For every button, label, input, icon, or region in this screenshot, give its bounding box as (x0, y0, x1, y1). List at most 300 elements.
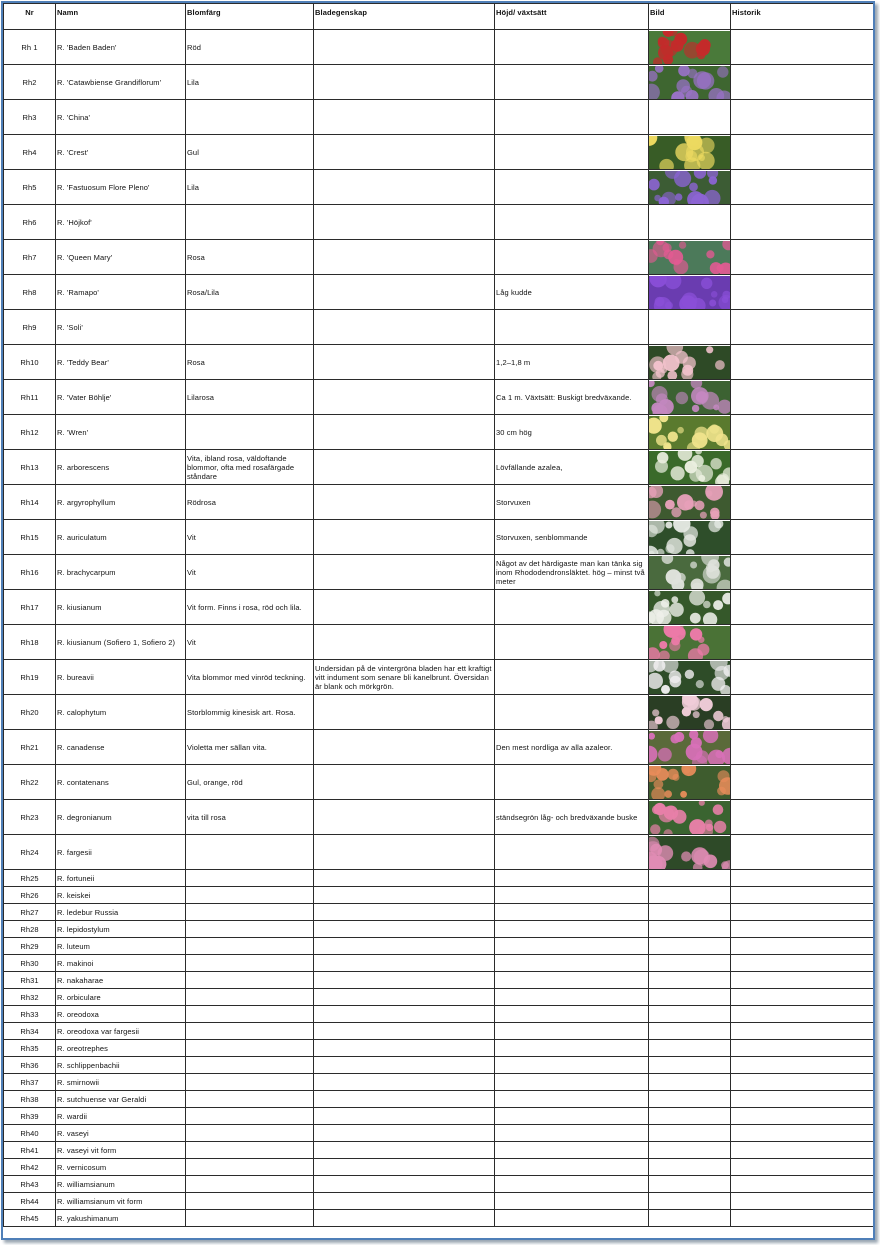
cell-nr: Rh9 (4, 310, 56, 345)
cell-hojd (495, 65, 649, 100)
cell-bild (649, 870, 731, 887)
cell-hojd (495, 972, 649, 989)
table-row (4, 887, 876, 904)
table-row (4, 345, 876, 380)
table-row (4, 1040, 876, 1057)
cell-hojd: Storvuxen, senblommande (495, 520, 649, 555)
cell-bladegenskap (314, 1006, 495, 1023)
cell-hojd (495, 205, 649, 240)
cell-bladegenskap (314, 1142, 495, 1159)
cell-namn: R. contatenans (56, 765, 186, 800)
cell-blomfarg: Violetta mer sällan vita. (186, 730, 314, 765)
cell-bladegenskap (314, 205, 495, 240)
cell-nr: Rh18 (4, 625, 56, 660)
table-row (4, 310, 876, 345)
cell-nr: Rh4 (4, 135, 56, 170)
cell-nr: Rh44 (4, 1193, 56, 1210)
cell-bladegenskap (314, 275, 495, 310)
cell-nr: Rh28 (4, 921, 56, 938)
cell-bild (649, 921, 731, 938)
cell-historik (731, 170, 876, 205)
table-row (4, 485, 876, 520)
cell-bild (649, 345, 731, 380)
cell-nr: Rh43 (4, 1176, 56, 1193)
cell-bladegenskap (314, 1159, 495, 1176)
cell-historik (731, 870, 876, 887)
table-row (4, 1193, 876, 1210)
table-row (4, 240, 876, 275)
cell-blomfarg (186, 1142, 314, 1159)
cell-historik (731, 1057, 876, 1074)
cell-namn: R. kiusianum (56, 590, 186, 625)
cell-namn: R. oreodoxa var fargesii (56, 1023, 186, 1040)
flower-photo (649, 276, 731, 309)
table-row (4, 1125, 876, 1142)
flower-photo (649, 696, 731, 729)
cell-namn: R. orbiculare (56, 989, 186, 1006)
cell-blomfarg (186, 887, 314, 904)
cell-hojd (495, 30, 649, 65)
cell-nr: Rh36 (4, 1057, 56, 1074)
cell-namn: R. 'Baden Baden' (56, 30, 186, 65)
cell-hojd: 30 cm hög (495, 415, 649, 450)
cell-hojd (495, 765, 649, 800)
flower-photo (649, 136, 731, 169)
cell-namn: R. argyrophyllum (56, 485, 186, 520)
table-row (4, 730, 876, 765)
cell-blomfarg: Vit (186, 555, 314, 590)
cell-historik (731, 1176, 876, 1193)
cell-historik (731, 1142, 876, 1159)
cell-historik (731, 800, 876, 835)
cell-bladegenskap (314, 1210, 495, 1227)
cell-namn: R. fortuneii (56, 870, 186, 887)
table-row (4, 938, 876, 955)
cell-namn: R. smirnowii (56, 1074, 186, 1091)
cell-nr: Rh16 (4, 555, 56, 590)
cell-historik (731, 205, 876, 240)
table-row (4, 1176, 876, 1193)
cell-namn: R. vaseyi vit form (56, 1142, 186, 1159)
cell-namn: R. vaseyi (56, 1125, 186, 1142)
cell-namn: R. nakaharae (56, 972, 186, 989)
cell-historik (731, 835, 876, 870)
cell-bladegenskap (314, 695, 495, 730)
cell-blomfarg (186, 1023, 314, 1040)
cell-hojd (495, 240, 649, 275)
cell-namn: R. 'Wren' (56, 415, 186, 450)
table-row (4, 555, 876, 590)
cell-historik (731, 1023, 876, 1040)
cell-hojd (495, 955, 649, 972)
cell-bladegenskap (314, 1125, 495, 1142)
cell-blomfarg (186, 938, 314, 955)
cell-namn: R. keiskei (56, 887, 186, 904)
cell-historik (731, 65, 876, 100)
cell-hojd: Den mest nordliga av alla azaleor. (495, 730, 649, 765)
cell-bladegenskap (314, 870, 495, 887)
cell-bild (649, 590, 731, 625)
cell-nr: Rh30 (4, 955, 56, 972)
cell-blomfarg (186, 955, 314, 972)
cell-nr: Rh33 (4, 1006, 56, 1023)
cell-hojd (495, 660, 649, 695)
cell-bild (649, 955, 731, 972)
cell-bladegenskap (314, 1057, 495, 1074)
cell-namn: R. 'Catawbiense Grandiflorum' (56, 65, 186, 100)
cell-nr: Rh32 (4, 989, 56, 1006)
cell-namn: R. 'Ramapo' (56, 275, 186, 310)
cell-historik (731, 135, 876, 170)
cell-bladegenskap (314, 904, 495, 921)
flower-photo (649, 171, 731, 204)
cell-historik (731, 904, 876, 921)
cell-blomfarg: Storblommig kinesisk art. Rosa. (186, 695, 314, 730)
cell-bladegenskap (314, 887, 495, 904)
cell-hojd (495, 921, 649, 938)
cell-nr: Rh8 (4, 275, 56, 310)
flower-photo (649, 416, 731, 449)
cell-historik (731, 695, 876, 730)
table-row (4, 870, 876, 887)
cell-hojd (495, 1142, 649, 1159)
cell-historik (731, 485, 876, 520)
cell-namn: R. lepidostylum (56, 921, 186, 938)
cell-blomfarg: vita till rosa (186, 800, 314, 835)
cell-hojd: Ca 1 m. Växtsätt: Buskigt bredväxande. (495, 380, 649, 415)
cell-bladegenskap (314, 100, 495, 135)
cell-nr: Rh 1 (4, 30, 56, 65)
cell-namn: R. 'Vater Böhlje' (56, 380, 186, 415)
cell-historik (731, 240, 876, 275)
cell-bladegenskap (314, 800, 495, 835)
table-row (4, 205, 876, 240)
cell-bild (649, 1091, 731, 1108)
cell-nr: Rh24 (4, 835, 56, 870)
cell-historik (731, 345, 876, 380)
flower-photo (649, 346, 731, 379)
table-row (4, 1108, 876, 1125)
cell-bild (649, 1057, 731, 1074)
cell-historik (731, 921, 876, 938)
cell-nr: Rh42 (4, 1159, 56, 1176)
cell-namn: R. kiusianum (Sofiero 1, Sofiero 2) (56, 625, 186, 660)
cell-historik (731, 30, 876, 65)
cell-bild (649, 660, 731, 695)
cell-bladegenskap (314, 835, 495, 870)
cell-namn: R. oreotrephes (56, 1040, 186, 1057)
cell-bild (649, 205, 731, 240)
table-row (4, 65, 876, 100)
table-row (4, 30, 876, 65)
cell-nr: Rh7 (4, 240, 56, 275)
cell-historik (731, 1108, 876, 1125)
cell-bild (649, 240, 731, 275)
cell-hojd (495, 1023, 649, 1040)
cell-historik (731, 989, 876, 1006)
table-row (4, 1057, 876, 1074)
flower-photo (649, 731, 731, 764)
cell-nr: Rh14 (4, 485, 56, 520)
cell-bladegenskap (314, 1091, 495, 1108)
cell-bladegenskap (314, 555, 495, 590)
cell-bild (649, 730, 731, 765)
cell-hojd (495, 695, 649, 730)
cell-blomfarg: Vita blommor med vinröd teckning. (186, 660, 314, 695)
col-header-historik: Historik (731, 4, 876, 30)
cell-nr: Rh37 (4, 1074, 56, 1091)
cell-hojd (495, 170, 649, 205)
cell-namn: R. sutchuense var Geraldi (56, 1091, 186, 1108)
table-row (4, 835, 876, 870)
cell-bladegenskap (314, 921, 495, 938)
col-header-blomfarg: Blomfärg (186, 4, 314, 30)
cell-bladegenskap (314, 415, 495, 450)
col-header-bladegenskap: Bladegenskap (314, 4, 495, 30)
cell-namn: R. yakushimanum (56, 1210, 186, 1227)
cell-bild (649, 1023, 731, 1040)
table-row (4, 1142, 876, 1159)
flower-photo (649, 836, 731, 869)
cell-hojd (495, 870, 649, 887)
cell-historik (731, 450, 876, 485)
cell-hojd: Storvuxen (495, 485, 649, 520)
table-row (4, 275, 876, 310)
header-row (4, 4, 876, 30)
cell-historik (731, 1091, 876, 1108)
cell-nr: Rh45 (4, 1210, 56, 1227)
cell-blomfarg (186, 1108, 314, 1125)
cell-blomfarg (186, 921, 314, 938)
cell-nr: Rh5 (4, 170, 56, 205)
cell-namn: R. williamsianum (56, 1176, 186, 1193)
cell-blomfarg: Vit (186, 625, 314, 660)
rhododendron-table (3, 3, 875, 1227)
cell-nr: Rh17 (4, 590, 56, 625)
table-row (4, 660, 876, 695)
cell-hojd (495, 887, 649, 904)
cell-blomfarg: Rosa/Lila (186, 275, 314, 310)
col-header-hojd: Höjd/ växtsätt (495, 4, 649, 30)
table-row (4, 590, 876, 625)
cell-bild (649, 520, 731, 555)
cell-historik (731, 887, 876, 904)
cell-historik (731, 1159, 876, 1176)
cell-bild (649, 972, 731, 989)
cell-bladegenskap (314, 590, 495, 625)
table-row (4, 921, 876, 938)
cell-hojd (495, 1040, 649, 1057)
table-row (4, 1074, 876, 1091)
table-row (4, 1091, 876, 1108)
cell-hojd (495, 835, 649, 870)
table-row (4, 1006, 876, 1023)
cell-hojd (495, 1159, 649, 1176)
cell-bladegenskap (314, 1176, 495, 1193)
flower-photo (649, 241, 731, 274)
cell-historik (731, 972, 876, 989)
cell-bladegenskap (314, 345, 495, 380)
table-row (4, 380, 876, 415)
cell-historik (731, 1006, 876, 1023)
cell-bladegenskap (314, 938, 495, 955)
table-row (4, 170, 876, 205)
cell-namn: R. brachycarpum (56, 555, 186, 590)
cell-namn: R. wardii (56, 1108, 186, 1125)
cell-bladegenskap (314, 730, 495, 765)
cell-hojd (495, 135, 649, 170)
cell-blomfarg (186, 1091, 314, 1108)
cell-hojd (495, 625, 649, 660)
cell-bild (649, 695, 731, 730)
cell-nr: Rh20 (4, 695, 56, 730)
cell-bladegenskap (314, 170, 495, 205)
cell-bladegenskap (314, 989, 495, 1006)
cell-historik (731, 520, 876, 555)
cell-blomfarg (186, 100, 314, 135)
col-header-bild: Bild (649, 4, 731, 30)
cell-nr: Rh3 (4, 100, 56, 135)
flower-photo (649, 486, 731, 519)
cell-hojd (495, 904, 649, 921)
cell-blomfarg: Lila (186, 65, 314, 100)
cell-bild (649, 485, 731, 520)
cell-namn: R. bureavii (56, 660, 186, 695)
cell-bladegenskap (314, 520, 495, 555)
cell-namn: R. arborescens (56, 450, 186, 485)
cell-namn: R. 'Höjkof' (56, 205, 186, 240)
cell-nr: Rh11 (4, 380, 56, 415)
cell-historik (731, 730, 876, 765)
cell-bladegenskap (314, 1040, 495, 1057)
cell-bild (649, 835, 731, 870)
flower-photo (649, 591, 731, 624)
cell-historik (731, 938, 876, 955)
cell-hojd (495, 590, 649, 625)
cell-nr: Rh10 (4, 345, 56, 380)
table-row (4, 989, 876, 1006)
cell-blomfarg (186, 1040, 314, 1057)
cell-namn: R. oreodoxa (56, 1006, 186, 1023)
cell-bladegenskap (314, 1193, 495, 1210)
cell-hojd (495, 1125, 649, 1142)
cell-nr: Rh2 (4, 65, 56, 100)
cell-namn: R. 'Fastuosum Flore Pleno' (56, 170, 186, 205)
flower-photo (649, 521, 731, 554)
cell-namn: R. 'Soli' (56, 310, 186, 345)
cell-nr: Rh27 (4, 904, 56, 921)
cell-bild (649, 904, 731, 921)
cell-bild (649, 450, 731, 485)
cell-hojd (495, 100, 649, 135)
cell-namn: R. 'Teddy Bear' (56, 345, 186, 380)
cell-blomfarg: Vit (186, 520, 314, 555)
table-row (4, 972, 876, 989)
cell-namn: R. schlippenbachii (56, 1057, 186, 1074)
cell-namn: R. canadense (56, 730, 186, 765)
cell-blomfarg (186, 989, 314, 1006)
cell-bladegenskap (314, 765, 495, 800)
table-row (4, 1210, 876, 1227)
cell-bild (649, 989, 731, 1006)
cell-hojd: Låg kudde (495, 275, 649, 310)
cell-namn: R. 'Queen Mary' (56, 240, 186, 275)
cell-bladegenskap (314, 450, 495, 485)
cell-namn: R. luteum (56, 938, 186, 955)
flower-photo (649, 801, 731, 834)
cell-nr: Rh22 (4, 765, 56, 800)
cell-namn: R. williamsianum vit form (56, 1193, 186, 1210)
cell-historik (731, 660, 876, 695)
cell-bladegenskap (314, 135, 495, 170)
cell-nr: Rh40 (4, 1125, 56, 1142)
cell-bladegenskap (314, 972, 495, 989)
cell-bladegenskap (314, 1023, 495, 1040)
cell-bild (649, 1142, 731, 1159)
cell-bild (649, 555, 731, 590)
cell-bladegenskap (314, 240, 495, 275)
flower-photo (649, 31, 731, 64)
table-row (4, 800, 876, 835)
cell-hojd: Lövfällande azalea, (495, 450, 649, 485)
col-header-nr: Nr (4, 4, 56, 30)
cell-historik (731, 625, 876, 660)
cell-blomfarg: Gul, orange, röd (186, 765, 314, 800)
cell-blomfarg (186, 205, 314, 240)
cell-namn: R. 'China' (56, 100, 186, 135)
cell-nr: Rh23 (4, 800, 56, 835)
cell-nr: Rh21 (4, 730, 56, 765)
cell-historik (731, 765, 876, 800)
cell-bild (649, 170, 731, 205)
cell-blomfarg (186, 870, 314, 887)
cell-namn: R. vernicosum (56, 1159, 186, 1176)
cell-bild (649, 380, 731, 415)
cell-hojd (495, 310, 649, 345)
flower-photo (649, 381, 731, 414)
cell-hojd (495, 1176, 649, 1193)
flower-photo (649, 556, 731, 589)
table-row (4, 625, 876, 660)
cell-historik (731, 415, 876, 450)
cell-nr: Rh29 (4, 938, 56, 955)
cell-blomfarg: Lilarosa (186, 380, 314, 415)
cell-blomfarg (186, 972, 314, 989)
cell-hojd: Något av det härdigaste man kan tänka sig inom Rhododendronsläktet. hög – minst två meter (495, 555, 649, 590)
cell-namn: R. fargesii (56, 835, 186, 870)
cell-bild (649, 135, 731, 170)
cell-hojd (495, 1210, 649, 1227)
cell-blomfarg: Rosa (186, 240, 314, 275)
cell-bild (649, 1176, 731, 1193)
cell-namn: R. ledebur Russia (56, 904, 186, 921)
cell-nr: Rh35 (4, 1040, 56, 1057)
cell-namn: R. calophytum (56, 695, 186, 730)
cell-historik (731, 955, 876, 972)
cell-hojd: 1,2–1,8 m (495, 345, 649, 380)
cell-bild (649, 765, 731, 800)
cell-hojd (495, 1057, 649, 1074)
cell-namn: R. auriculatum (56, 520, 186, 555)
cell-bild (649, 275, 731, 310)
table-row (4, 955, 876, 972)
cell-bild (649, 1040, 731, 1057)
cell-namn: R. makinoi (56, 955, 186, 972)
cell-blomfarg (186, 1125, 314, 1142)
cell-blomfarg: Lila (186, 170, 314, 205)
cell-hojd (495, 989, 649, 1006)
cell-nr: Rh12 (4, 415, 56, 450)
